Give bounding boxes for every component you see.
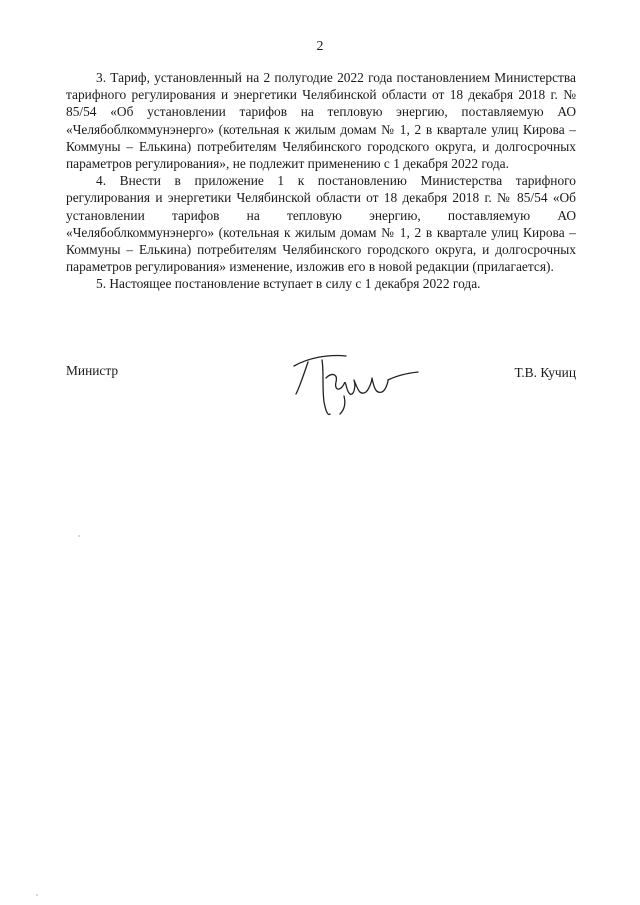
signature-block bbox=[66, 352, 576, 422]
scan-speck bbox=[78, 535, 80, 537]
paragraph-3: 3. Тариф, установленный на 2 полугодие 2022 года постановлением Министерства тарифного регулирования и энергетики Челябинской области от 18 декабря 2018 г. № 85/54 «Об установлении тарифов на тепловую энергию, поставляемую АО «Челябоблкоммунэнерго» (котельная к жилым домам № 1, 2 в квартале улиц Кирова – Коммуны – Елькина) потребителям Челябинского городского округа, и долгосрочных параметров регулирования», не подлежит применению с 1 декабря 2022 года. bbox=[66, 70, 576, 172]
page-number: 2 bbox=[316, 39, 324, 54]
signatory-title: Министр bbox=[66, 363, 119, 378]
signatory-name: Т.В. Кучиц bbox=[514, 365, 576, 380]
paragraph-4: 4. Внести в приложение 1 к постановлению Министерства тарифного регулирования и энергетики Челябинской области от 18 декабря 2018 г. № 85/54 «Об установлении тарифов на тепловую энергию, поставляемую АО «Челябоблкоммунэнерго» (котельная к жилым домам № 1, 2 в квартале улиц Кирова – Коммуны – Елькина) потребителям Челябинского городского округа, и долгосрочных параметров регулирования» изменение, изложив его в новой редакции (прилагается). bbox=[66, 173, 576, 275]
document-body bbox=[66, 69, 576, 293]
paragraph-5: 5. Настоящее постановление вступает в силу с 1 декабря 2022 года. bbox=[96, 276, 481, 292]
scan-speck bbox=[36, 894, 38, 896]
handwritten-signature bbox=[288, 352, 424, 422]
